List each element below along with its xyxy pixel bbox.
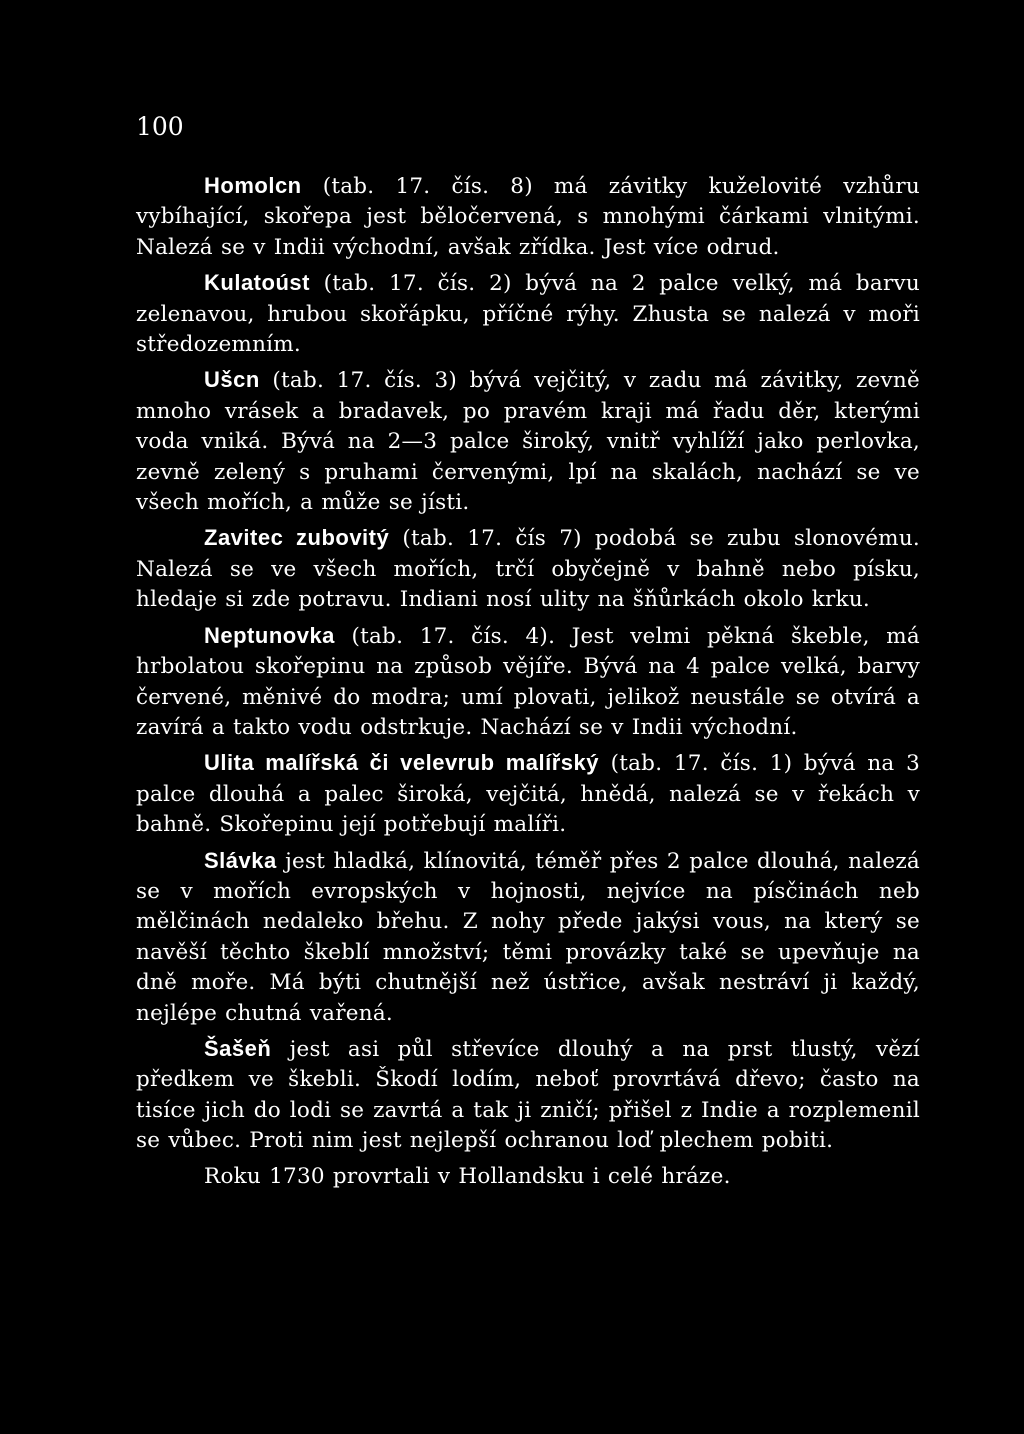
paragraph-text: (tab. 17. čís 7) podobá se zubu slonovému. Nalezá se ve všech mořích, trčí obyčejně v bahně nebo písku, hledaje si zde potravu. Indiani nosí ulity na šňůrkách okolo krku. — [136, 526, 921, 613]
term-slavka: Slávka — [204, 847, 277, 873]
paragraph-text: Roku 1730 provrtali v Hollandsku i celé hráze. — [204, 1163, 731, 1189]
text-body — [136, 171, 920, 1197]
paragraph-slavka — [136, 846, 920, 1029]
term-sasen: Šašeň — [204, 1035, 272, 1061]
term-homolec: Homolcn — [204, 173, 302, 198]
term-usen: Ušcn — [204, 367, 260, 393]
paragraph-text: jest hladká, klínovitá, téměř přes 2 palce dlouhá, nalezá se v mořích evropských v hojnosti, nejvíce na písčinách neb mělčinách nedaleko břehu. Z nohy přede jakýsi vous, na který se navěší těchto škeblí množství; těmi provázky také se upevňuje na dně moře. Má býti chutnější než ústřice, avšak nestráví ji každý, nejlépe chutná vařená. — [136, 848, 920, 1026]
paragraph-text: jest asi půl střevíce dlouhý a na prst tlustý, vězí předkem ve škebli. Škodí lodím, neboť provrtává dřevo; často na tisíce jich do lodi se zavrtá a tak ji zničí; přišel z Indie a rozplemenil se vůbec. Proti nim jest nejlepší ochranou loď plechem pobiti. — [136, 1036, 920, 1154]
term-neptunovka: Neptunovka — [204, 622, 335, 648]
paragraph-kulatoust — [136, 268, 920, 360]
paragraph-neptunovka — [136, 621, 920, 744]
paragraph-usen — [136, 365, 920, 518]
paragraph-text: (tab. 17. čís. 3) bývá vejčitý, v zadu má závitky, zevně mnoho vrásek a bradavek, po pravém kraji má řadu děr, kterými voda vniká. Bývá na 2—3 palce široký, vnitř vyhlíží jako perlovka, zevně zelený s pruhami červenými, lpí na skalách, nachází se ve všech mořích, a může se jísti. — [136, 368, 920, 516]
paragraph-text: (tab. 17. čís. 1) bývá na 3 palce dlouhá a palec široká, vejčitá, hnědá, nalezá se v řekách v bahně. Skořepinu její potřebují malíři. — [136, 751, 921, 838]
paragraph-text: (tab. 17. čís. 8) má závitky kuželovité vzhůru vybíhající, skořepa jest běločervená, s mnohými čárkami vlnitými. Nalezá se v Indii východní, avšak zřídka. Jest více odrud. — [136, 174, 920, 260]
paragraph-text: (tab. 17. čís. 4). Jest velmi pěkná škeble, má hrbolatou skořepinu na způsob vějíře. Bývá na 4 palce velká, barvy červené, měnivé do modra; umí plovati, jelikož neustále se otvírá a zavírá a takto vodu odstrkuje. Nachází se v Indii východní. — [136, 623, 920, 740]
paragraph-sasen — [136, 1034, 920, 1157]
page-number: 100 — [136, 112, 184, 141]
term-kulatoust: Kulatoúst — [204, 270, 310, 296]
paragraph-roku-1730 — [136, 1162, 920, 1192]
paragraph-zavitec — [136, 523, 920, 615]
paragraph-ulita-malirska — [136, 748, 920, 840]
term-zavitec: Zavitec zubovitý — [204, 525, 390, 551]
paragraph-homolec — [136, 171, 920, 263]
paragraph-text: (tab. 17. čís. 2) bývá na 2 palce velký, má barvu zelenavou, hrubou skořápku, příčné rýhy. Zhusta se nalezá v moři středozemním. — [136, 271, 920, 358]
term-ulita-malirska: Ulita malířská či velevrub malířský — [204, 750, 600, 776]
